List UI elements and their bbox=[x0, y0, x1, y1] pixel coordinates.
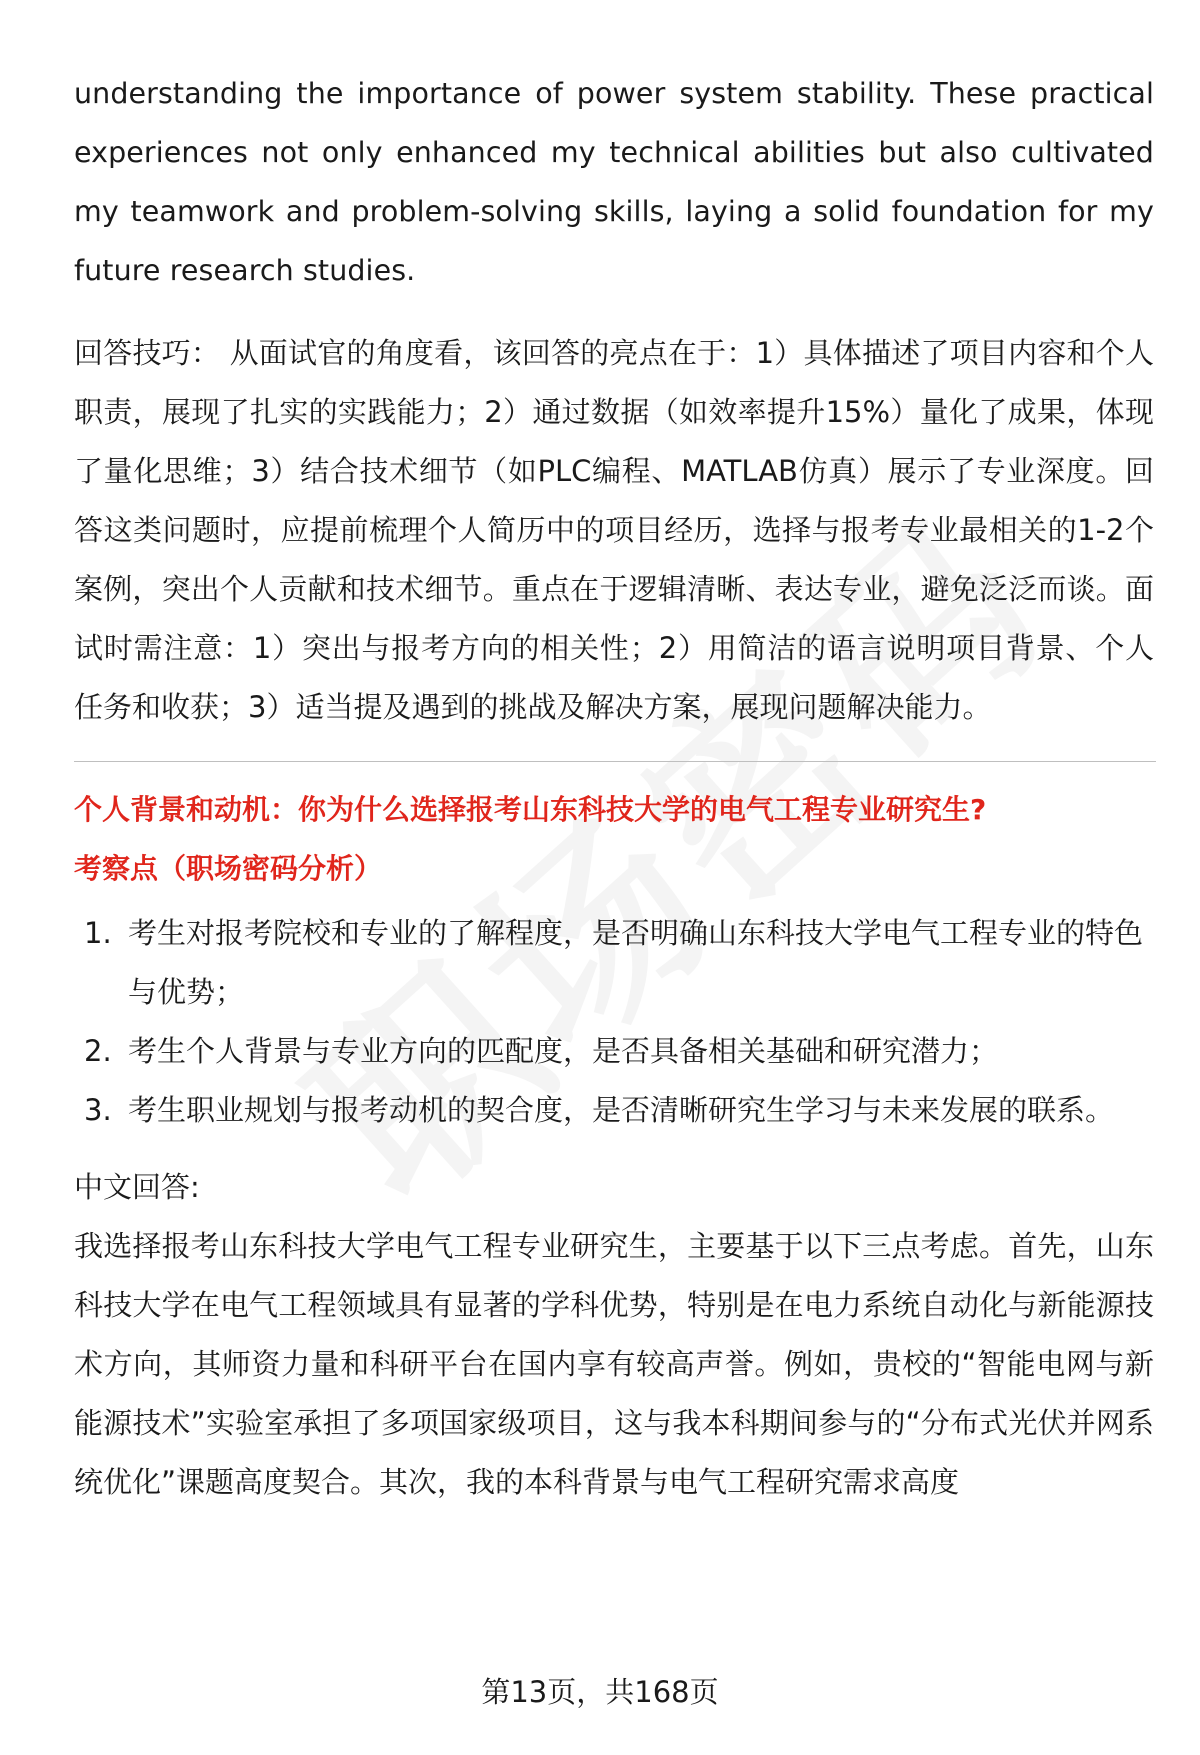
spacer bbox=[74, 300, 1154, 324]
answer-label: 中文回答: bbox=[74, 1170, 200, 1204]
answer-paragraph: 我选择报考山东科技大学电气工程专业研究生，主要基于以下三点考虑。首先，山东科技大学在电气工程领域具有显著的学科优势，特别是在电力系统自动化与新能源技术方向，其师资力量和科研平台在国内享有较高声誉。例如，贵校的“智能电网与新能源技术”实验室承担了多项国家级项目，这与我本科期间参与的“分布式光伏并网系统优化”课题高度契合。其次，我的本科背景与电气工程研究需求高度 bbox=[74, 1229, 1154, 1499]
list-item-text: 考生个人背景与专业方向的匹配度，是否具备相关基础和研究潜力； bbox=[128, 1034, 999, 1068]
focus-heading: 考察点（职场密码分析） bbox=[74, 852, 383, 885]
list-item-text: 考生对报考院校和专业的了解程度，是否明确山东科技大学电气工程专业的特色与优势； bbox=[128, 916, 1144, 1009]
intro-paragraph: understanding the importance of power system stability. These practical experiences not only enhanced my technical abilities but also cultivated my teamwork and problem-solving skills, laying a solid foundation for my future research studies. bbox=[74, 77, 1154, 287]
list-item bbox=[74, 904, 1154, 1022]
list-item bbox=[74, 1022, 1154, 1081]
answer-tips-paragraph: 回答技巧： 从面试官的角度看，该回答的亮点在于：1）具体描述了项目内容和个人职责，展现了扎实的实践能力；2）通过数据（如效率提升15%）量化了成果，体现了量化思维；3）结合技术细节（如PLC编程、MATLAB仿真）展示了专业深度。回答这类问题时，应提前梳理个人简历中的项目经历，选择与报考专业最相关的1-2个案例，突出个人贡献和技术细节。重点在于逻辑清晰、表达专业，避免泛泛而谈。面试时需注意：1）突出与报考方向的相关性；2）用简洁的语言说明项目背景、个人任务和收获；3）适当提及遇到的挑战及解决方案，展现问题解决能力。 bbox=[74, 336, 1154, 724]
list-number: 1. bbox=[84, 916, 112, 950]
list-item-text: 考生职业规划与报考动机的契合度，是否清晰研究生学习与未来发展的联系。 bbox=[128, 1093, 1115, 1127]
section-divider bbox=[74, 761, 1156, 762]
page-content bbox=[74, 64, 1154, 1512]
question-heading: 个人背景和动机：你为什么选择报考山东科技大学的电气工程专业研究生? bbox=[74, 793, 987, 826]
page-number-footer: 第13页，共168页 bbox=[481, 1675, 719, 1709]
list-number: 2. bbox=[84, 1034, 112, 1068]
list-item bbox=[74, 1081, 1154, 1140]
focus-points-list bbox=[74, 904, 1154, 1140]
list-number: 3. bbox=[84, 1093, 112, 1127]
